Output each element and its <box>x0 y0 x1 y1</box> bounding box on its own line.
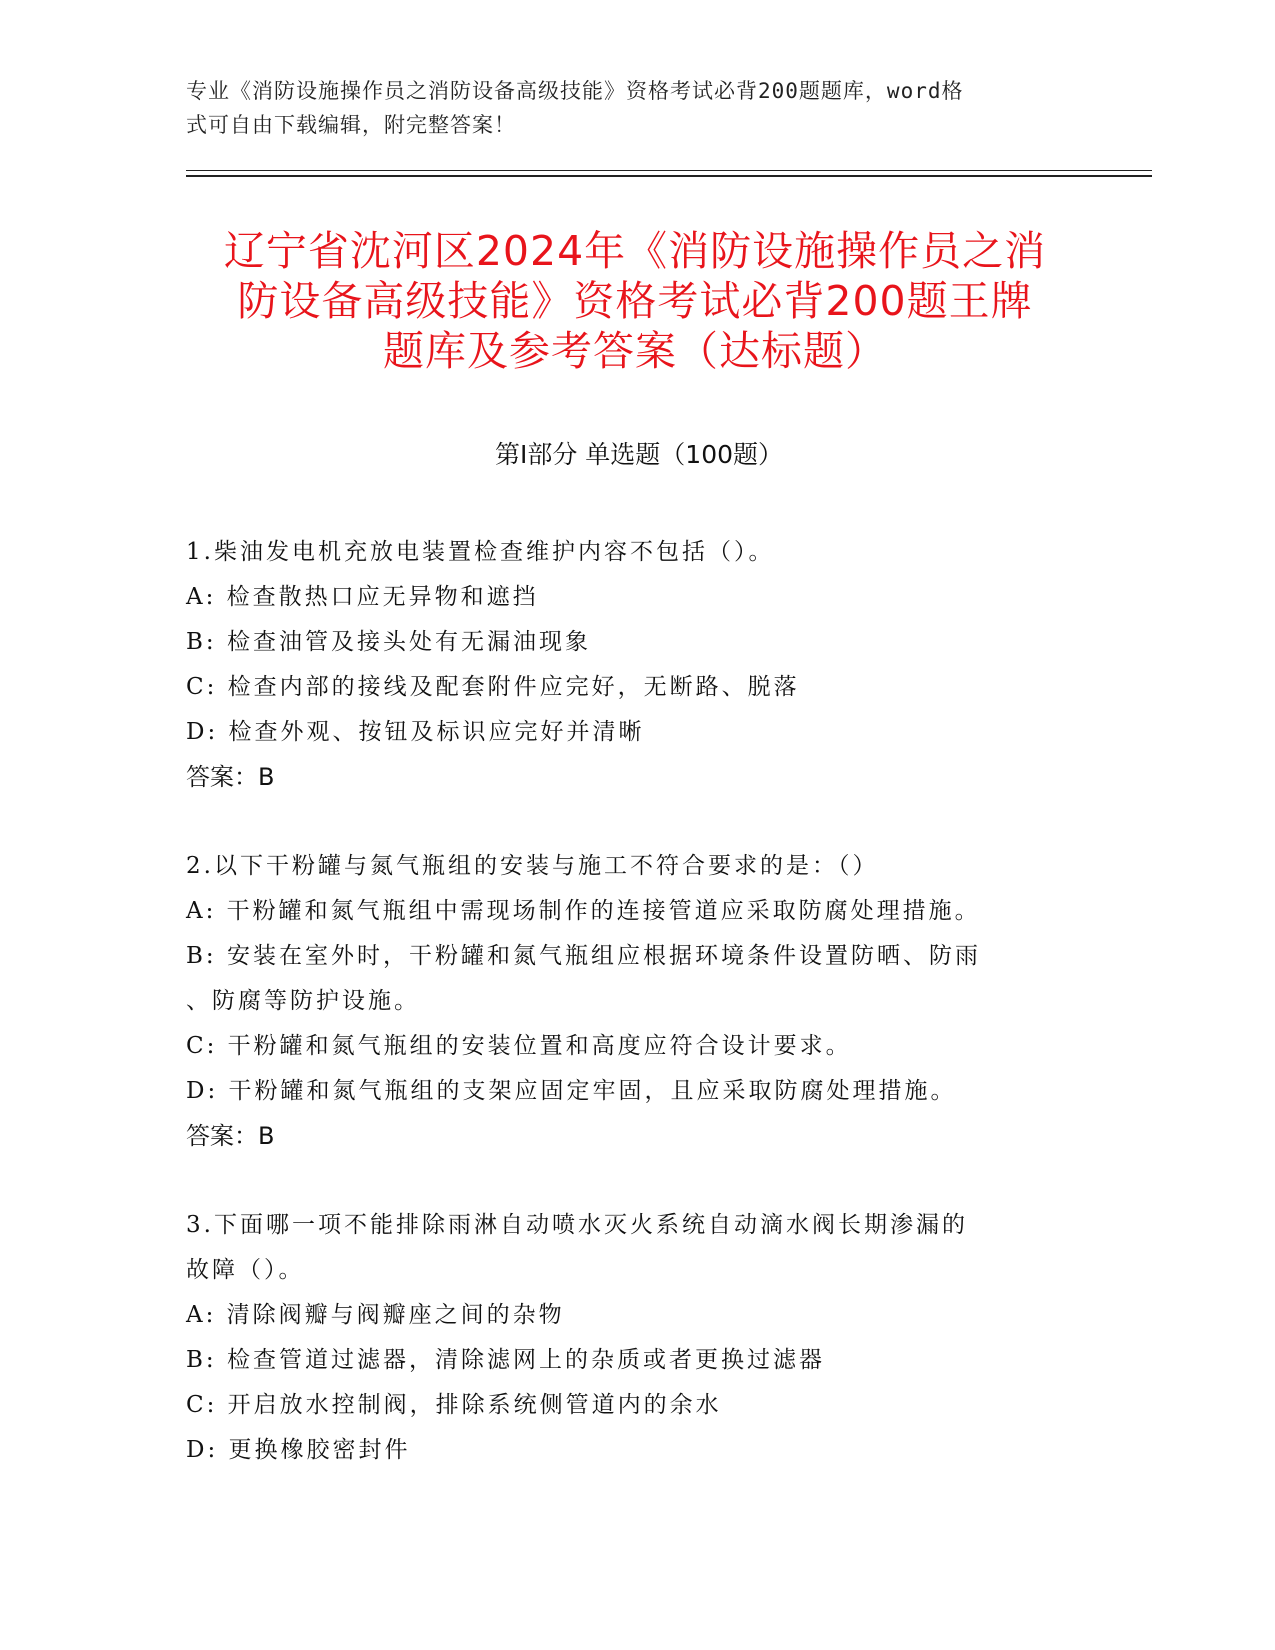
question-block <box>186 530 1086 800</box>
question-block <box>186 844 1086 1159</box>
answer-option: A: 清除阀瓣与阀瓣座之间的杂物 <box>186 1302 565 1328</box>
answer-option: B: 检查管道过滤器，清除滤网上的杂质或者更换过滤器 <box>186 1347 825 1373</box>
answer-option: B: 安装在室外时，干粉罐和氮气瓶组应根据环境条件设置防晒、防雨 <box>186 943 981 969</box>
header-divider-thin <box>186 170 1152 171</box>
answer-option: A: 检查散热口应无异物和遮挡 <box>186 584 539 610</box>
question-block <box>186 1203 1086 1473</box>
question-stem: 3.下面哪一项不能排除雨淋自动喷水灭火系统自动滴水阀长期渗漏的 <box>186 1212 968 1238</box>
answer-option: B: 检查油管及接头处有无漏油现象 <box>186 629 591 655</box>
answer-option: D: 干粉罐和氮气瓶组的支架应固定牢固，且应采取防腐处理措施。 <box>186 1078 957 1104</box>
question-stem: 1.柴油发电机充放电装置检查维护内容不包括（）。 <box>186 539 775 565</box>
section-heading: 第Ⅰ部分 单选题（100题） <box>494 440 784 469</box>
header-note-line: 式可自由下载编辑，附完整答案！ <box>186 113 516 137</box>
answer-key: 答案：B <box>186 763 275 791</box>
answer-option: C: 干粉罐和氮气瓶组的安装位置和高度应符合设计要求。 <box>186 1033 852 1059</box>
answer-option: D: 更换橡胶密封件 <box>186 1437 411 1463</box>
answer-option: 、防腐等防护设施。 <box>186 988 420 1014</box>
title-line: 题库及参考答案（达标题） <box>383 327 887 375</box>
title-line: 辽宁省沈河区2024年《消防设施操作员之消 <box>223 227 1047 275</box>
answer-option: A: 干粉罐和氮气瓶组中需现场制作的连接管道应采取防腐处理措施。 <box>186 898 981 924</box>
header-note <box>186 74 1076 142</box>
question-stem: 故障（）。 <box>186 1257 305 1283</box>
document-title <box>160 226 1110 376</box>
header-note-line: 专业《消防设施操作员之消防设备高级技能》资格考试必背200题题库，word格 <box>186 79 964 103</box>
answer-option: C: 检查内部的接线及配套附件应完好，无断路、脱落 <box>186 674 800 700</box>
answer-option: C: 开启放水控制阀，排除系统侧管道内的余水 <box>186 1392 722 1418</box>
answer-option: D: 检查外观、按钮及标识应完好并清晰 <box>186 719 645 745</box>
answer-key: 答案：B <box>186 1122 275 1150</box>
question-stem: 2.以下干粉罐与氮气瓶组的安装与施工不符合要求的是：（） <box>186 853 879 879</box>
header-divider-thick <box>186 175 1152 177</box>
title-line: 防设备高级技能》资格考试必背200题王牌 <box>237 277 1033 325</box>
question-list <box>186 530 1086 1473</box>
